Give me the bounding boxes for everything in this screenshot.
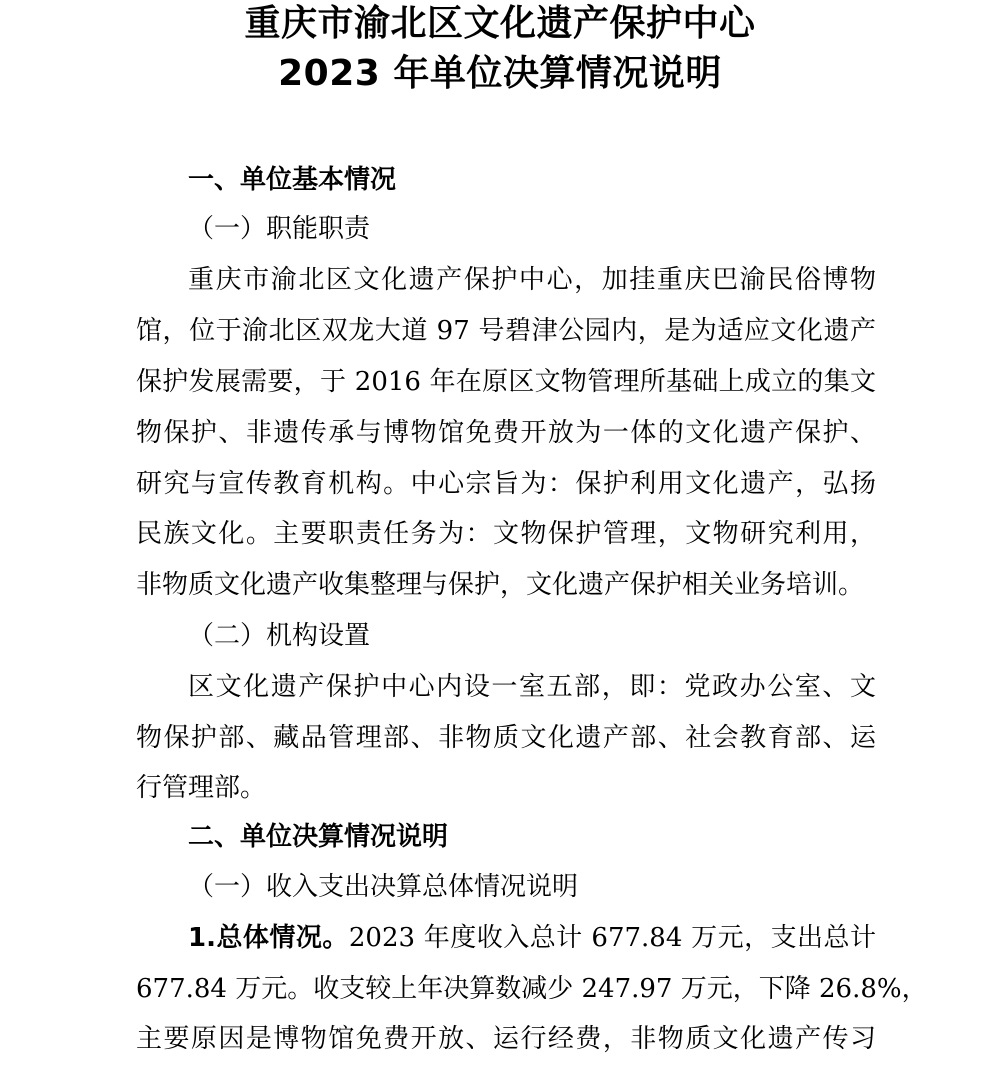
paragraph-line: 民族文化。主要职责任务为：文物保护管理，文物研究利用， xyxy=(136,519,876,549)
paragraph-line: 物保护、非遗传承与博物馆免费开放为一体的文化遗产保护、 xyxy=(136,418,876,448)
paragraph-line: 行管理部。 xyxy=(136,773,267,803)
paragraph-line: 物保护部、藏品管理部、非物质文化遗产部、社会教育部、运 xyxy=(136,723,876,753)
paragraph-line: 非物质文化遗产收集整理与保护，文化遗产保护相关业务培训。 xyxy=(136,570,865,600)
paragraph-line: 677.84 万元。收支较上年决算数减少 247.97 万元，下降 26.8%， xyxy=(136,974,928,1004)
overall-line-text: 2023 年度收入总计 677.84 万元，支出总计 xyxy=(348,923,877,953)
document-title-line2: 2023 年单位决算情况说明 xyxy=(278,53,722,94)
paragraph-line: 主要原因是博物馆免费开放、运行经费，非物质文化遗产传习 xyxy=(136,1024,876,1054)
paragraph-line: 重庆市渝北区文化遗产保护中心，加挂重庆巴渝民俗博物 xyxy=(188,265,876,295)
subsection-heading-organization: （二）机构设置 xyxy=(188,621,371,651)
section-heading-basic-info: 一、单位基本情况 xyxy=(188,165,397,195)
paragraph-line: 区文化遗产保护中心内设一室五部，即：党政办公室、文 xyxy=(188,672,876,702)
paragraph-line: 保护发展需要，于 2016 年在原区文物管理所基础上成立的集文 xyxy=(136,367,876,397)
paragraph-line: 馆，位于渝北区双龙大道 97 号碧津公园内，是为适应文化遗产 xyxy=(136,316,876,346)
paragraph-line: 研究与宣传教育机构。中心宗旨为：保护利用文化遗产，弘扬 xyxy=(136,469,876,499)
subsection-heading-income-expense: （一）收入支出决算总体情况说明 xyxy=(188,872,579,902)
section-heading-final-accounts: 二、单位决算情况说明 xyxy=(188,822,449,852)
subsection-heading-functions: （一）职能职责 xyxy=(188,214,371,244)
overall-lead-label: 1.总体情况。 xyxy=(188,923,349,953)
paragraph-line-overall xyxy=(188,913,876,964)
document-title-line1: 重庆市渝北区文化遗产保护中心 xyxy=(244,3,756,44)
